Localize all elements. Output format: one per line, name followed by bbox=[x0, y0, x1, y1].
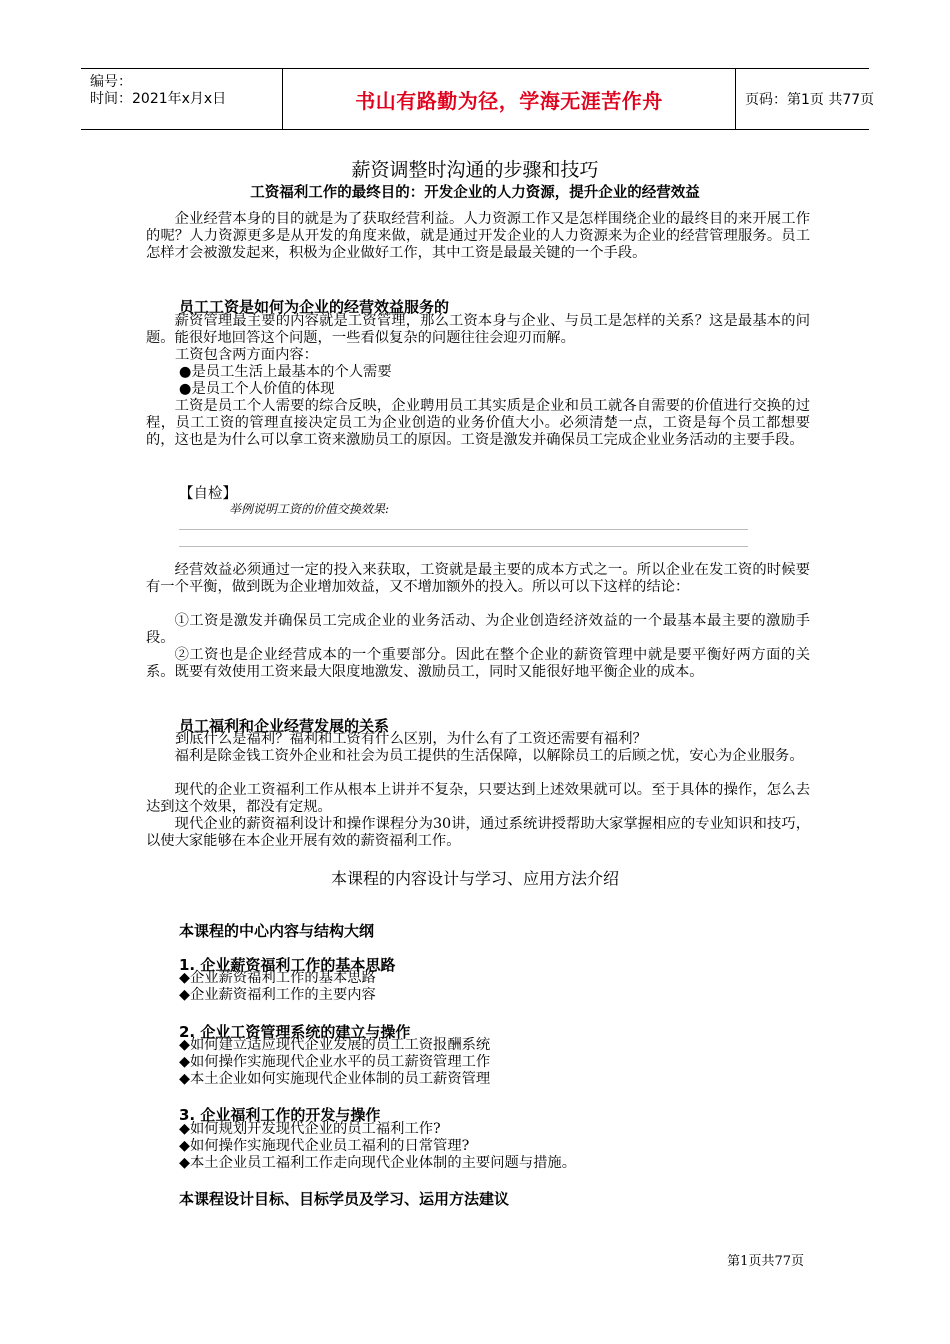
motto: 书山有路勤为径，学海无涯苦作舟 bbox=[355, 89, 663, 113]
section-heading-salary: 员工工资是如何为企业的经营效益服务的 bbox=[179, 298, 450, 316]
date-label: 时间：2021年x月x日 bbox=[90, 91, 227, 107]
footer-page-info: 第1页共77页 bbox=[727, 1254, 804, 1269]
paragraph: 福利是除金钱工资外企业和社会为员工提供的生活保障，以解除员工的后顾之忧，安心为企业服务。 bbox=[174, 748, 804, 764]
outline-section-2: 2. 企业工资管理系统的建立与操作 bbox=[179, 1023, 411, 1041]
bullet-item: ●是员工生活上最基本的个人需要 bbox=[179, 364, 392, 380]
outline-section-3: 3. 企业福利工作的开发与操作 bbox=[179, 1106, 381, 1124]
document-title: 薪资调整时沟通的步骤和技巧 bbox=[351, 159, 599, 181]
header-page-info: 页码：第1页 共77页 bbox=[745, 92, 875, 108]
section-title-course: 本课程的内容设计与学习、应用方法介绍 bbox=[330, 869, 619, 888]
paragraph: 薪资管理最主要的内容就是工资管理，那么工资本身与企业、与员工是怎样的关系？这是最基本的问题。能很好地回答这个问题，一些看似复杂的问题往往会迎刃而解。 bbox=[146, 313, 810, 346]
outline-item: ◆企业薪资福利工作的基本思路 bbox=[179, 970, 376, 986]
paragraph: 现代企业的薪资福利设计和操作课程分为30讲，通过系统讲授帮助大家掌握相应的专业知识和技巧，以使大家能够在本企业开展有效的薪资福利工作。 bbox=[146, 816, 810, 849]
header-motto-cell bbox=[282, 69, 736, 129]
header-page-cell bbox=[735, 69, 875, 129]
outline-item: ◆如何建立适应现代企业发展的员工工资报酬系统 bbox=[179, 1037, 491, 1053]
answer-line bbox=[179, 529, 748, 530]
bullet-item: ●是员工个人价值的体现 bbox=[179, 381, 335, 397]
self-check-prompt: 举例说明工资的价值交换效果: bbox=[229, 502, 390, 516]
paragraph: 工资是员工个人需要的综合反映，企业聘用员工其实质是企业和员工就各自需要的价值进行交换的过程，员工工资的管理直接决定员工为企业创造的业务价值大小。必须清楚一点，工资是每个员工都想要的，这也是为什么可以拿工资来激励员工的原因。工资是激发并确保员工完成企业业务活动的主要手段。 bbox=[146, 398, 810, 448]
paragraph: 现代的企业工资福利工作从根本上讲并不复杂，只要达到上述效果就可以。至于具体的操作，怎么去达到这个效果，都没有定规。 bbox=[146, 782, 810, 815]
paragraph: 工资包含两方面内容： bbox=[175, 347, 318, 363]
outline-section-1: 1. 企业薪资福利工作的基本思路 bbox=[179, 956, 396, 974]
outline-item: ◆如何规划开发现代企业的员工福利工作? bbox=[179, 1121, 441, 1137]
target-heading: 本课程设计目标、目标学员及学习、运用方法建议 bbox=[179, 1190, 510, 1208]
outline-item: ◆本土企业如何实施现代企业体制的员工薪资管理 bbox=[179, 1071, 491, 1087]
document-subtitle: 工资福利工作的最终目的：开发企业的人力资源，提升企业的经营效益 bbox=[250, 185, 700, 201]
paragraph: 到底什么是福利？福利和工资有什么区别，为什么有了工资还需要有福利？ bbox=[175, 731, 647, 747]
paragraph: 经营效益必须通过一定的投入来获取，工资就是最主要的成本方式之一。所以企业在发工资的时候要有一个平衡，做到既为企业增加效益，又不增加额外的投入。所以可以下这样的结论： bbox=[146, 562, 810, 595]
header-meta-cell bbox=[81, 69, 282, 129]
serial-label: 编号： bbox=[90, 74, 132, 90]
outline-item: ◆本土企业员工福利工作走向现代企业体制的主要问题与措施。 bbox=[179, 1155, 577, 1171]
self-check-label: 【自检】 bbox=[179, 486, 237, 502]
outline-heading: 本课程的中心内容与结构大纲 bbox=[179, 922, 375, 940]
answer-line bbox=[179, 546, 748, 547]
paragraph: ①工资是激发并确保员工完成企业的业务活动、为企业创造经济效益的一个最基本最主要的激励手段。 bbox=[146, 613, 810, 646]
intro-paragraph: 企业经营本身的目的就是为了获取经营利益。人力资源工作又是怎样围绕企业的最终目的来开展工作的呢？人力资源更多是从开发的角度来做，就是通过开发企业的人力资源来为企业的经营管理服务。员工怎样才会被激发起来，积极为企业做好工作，其中工资是最最关键的一个手段。 bbox=[146, 211, 810, 261]
section-heading-welfare: 员工福利和企业经营发展的关系 bbox=[179, 717, 390, 735]
outline-item: ◆如何操作实施现代企业员工福利的日常管理? bbox=[179, 1138, 470, 1154]
outline-item: ◆如何操作实施现代企业水平的员工薪资管理工作 bbox=[179, 1054, 491, 1070]
paragraph: ②工资也是企业经营成本的一个重要部分。因此在整个企业的薪资管理中就是要平衡好两方面的关系。既要有效使用工资来最大限度地激发、激励员工，同时又能很好地平衡企业的成本。 bbox=[146, 647, 810, 680]
header-table bbox=[81, 68, 875, 130]
outline-item: ◆企业薪资福利工作的主要内容 bbox=[179, 987, 376, 1003]
